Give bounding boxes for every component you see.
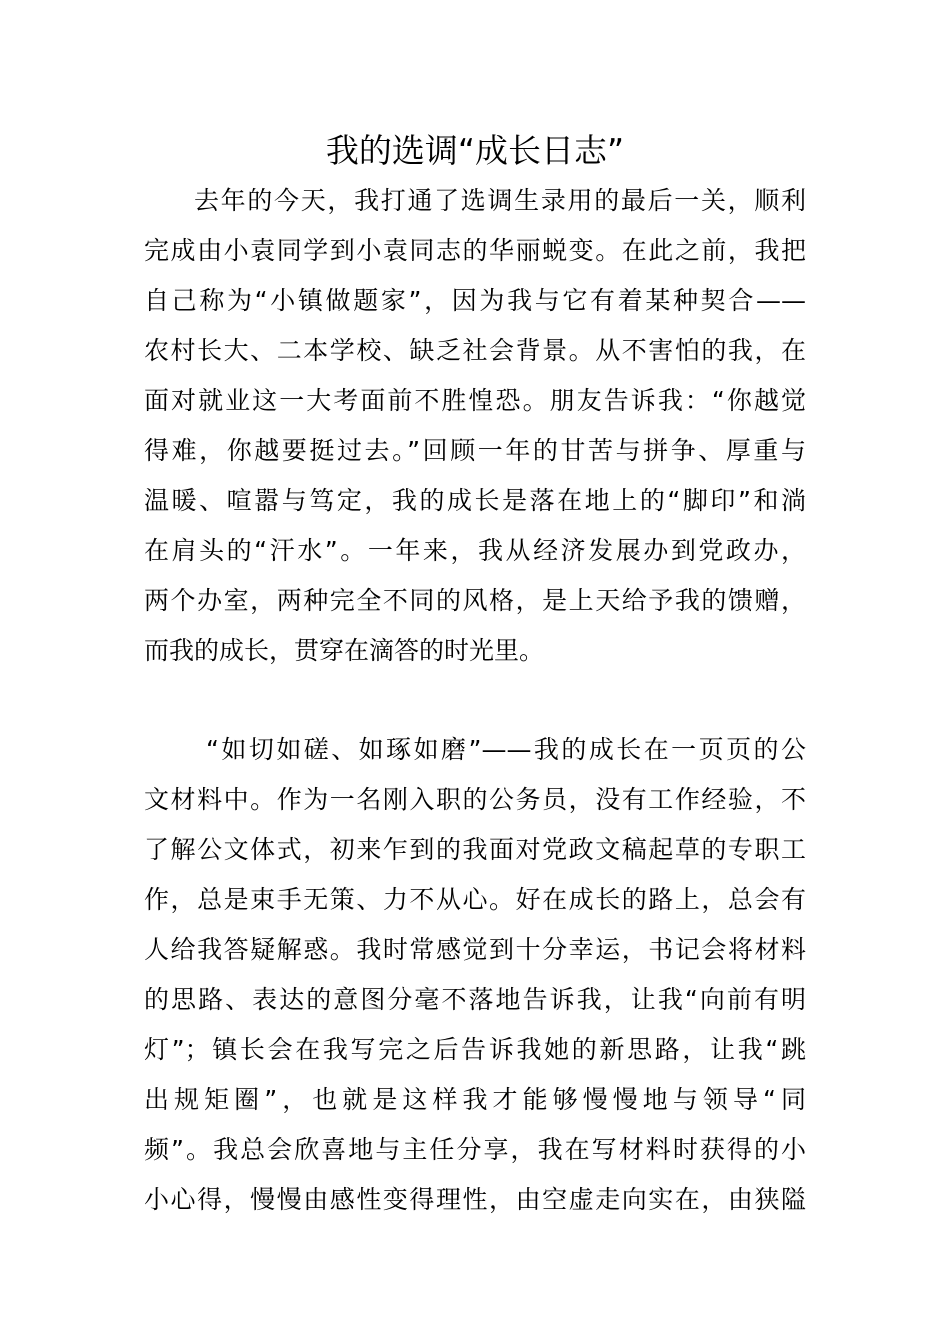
paragraph-line: 作，总是束手无策、力不从心。好在成长的路上，总会有 bbox=[144, 885, 806, 914]
paragraph-line: 小心得，慢慢由感性变得理性，由空虚走向实在，由狭隘 bbox=[144, 1185, 806, 1214]
paragraph-line: 农村长大、二本学校、缺乏社会背景。从不害怕的我，在 bbox=[144, 336, 806, 365]
paragraph-line: 自己称为“小镇做题家”，因为我与它有着某种契合—— bbox=[144, 286, 806, 315]
paragraph-line: 灯”；镇长会在我写完之后告诉我她的新思路，让我“跳 bbox=[144, 1035, 806, 1064]
paragraph-line: 人给我答疑解惑。我时常感觉到十分幸运，书记会将材料 bbox=[144, 935, 806, 964]
document-title: 我的选调“成长日志” bbox=[325, 131, 625, 170]
paragraph-line: 得难，你越要挺过去。”回顾一年的甘苦与拼争、厚重与 bbox=[144, 436, 806, 465]
paragraph-line: 在肩头的“汗水”。一年来，我从经济发展办到党政办， bbox=[144, 536, 806, 565]
paragraph-line: 频”。我总会欣喜地与主任分享，我在写材料时获得的小 bbox=[144, 1135, 806, 1164]
paragraph-line: 完成由小袁同学到小袁同志的华丽蜕变。在此之前，我把 bbox=[144, 236, 806, 265]
paragraph-line: 而我的成长，贯穿在滴答的时光里。 bbox=[144, 636, 545, 665]
paragraph-line: 出规矩圈”，也就是这样我才能够慢慢地与领导“同 bbox=[144, 1085, 806, 1114]
paragraph-line: 温暖、喧嚣与笃定，我的成长是落在地上的“脚印”和淌 bbox=[144, 486, 806, 515]
paragraph-1 bbox=[144, 176, 806, 676]
paragraph-line: 的思路、表达的意图分毫不落地告诉我，让我“向前有明 bbox=[144, 985, 806, 1014]
paragraph-line: 两个办室，两种完全不同的风格，是上天给予我的馈赠， bbox=[144, 586, 806, 615]
paragraph-line: 去年的今天，我打通了选调生录用的最后一关，顺利 bbox=[194, 186, 806, 215]
paragraph-line: 文材料中。作为一名刚入职的公务员，没有工作经验，不 bbox=[144, 785, 806, 814]
paragraph-line: 了解公文体式，初来乍到的我面对党政文稿起草的专职工 bbox=[144, 835, 806, 864]
paragraph-line: “如切如磋、如琢如磨”——我的成长在一页页的公 bbox=[206, 735, 806, 764]
paragraph-line: 面对就业这一大考面前不胜惶恐。朋友告诉我：“你越觉 bbox=[144, 386, 806, 415]
paragraph-2 bbox=[144, 725, 806, 1225]
